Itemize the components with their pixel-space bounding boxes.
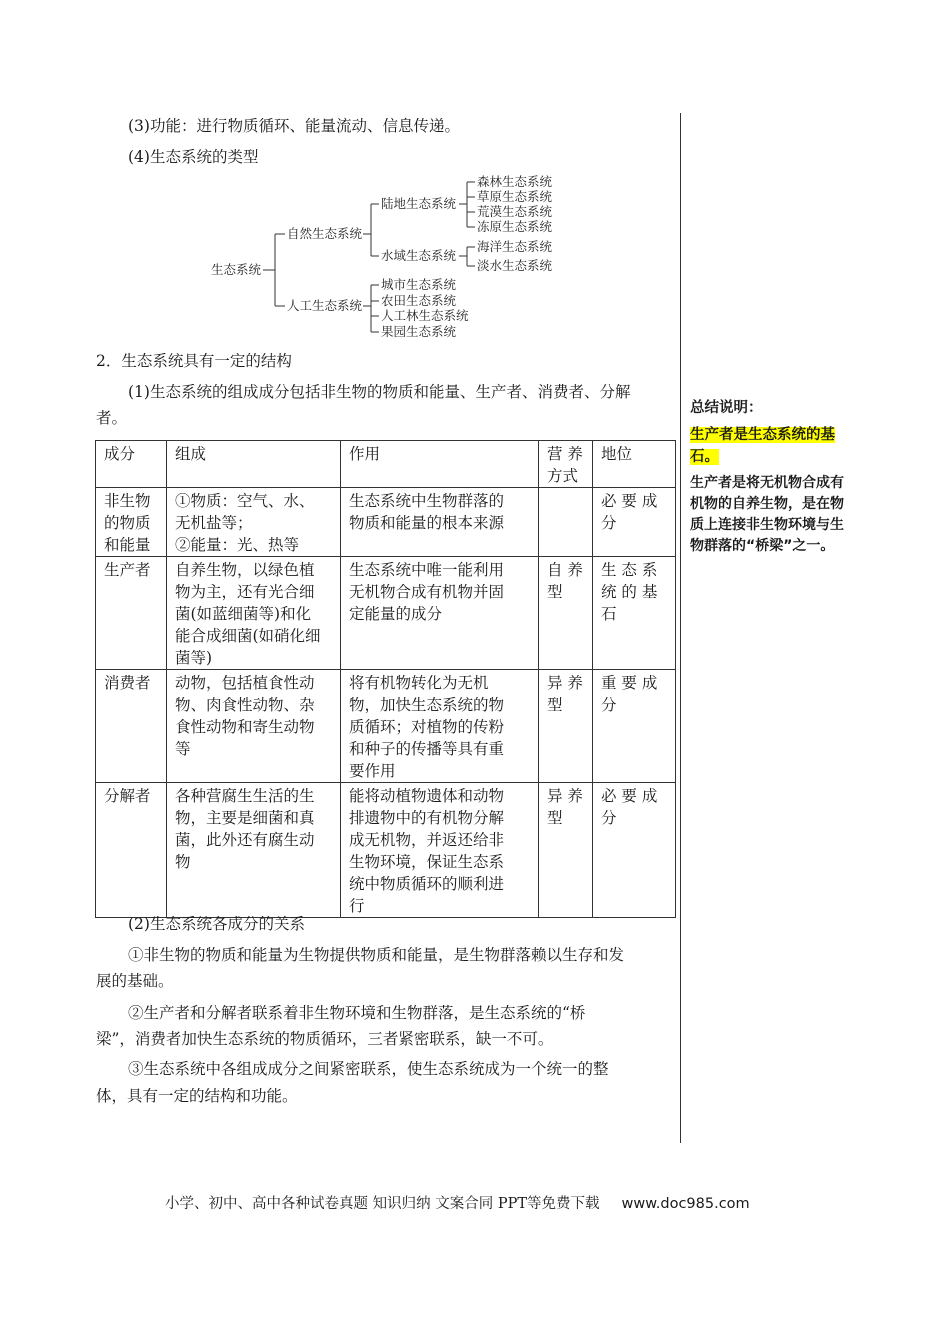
tree-artificial-child: 果园生态系统	[381, 324, 457, 339]
tree-water-child: 淡水生态系统	[477, 258, 553, 273]
para1-line2: 者。	[96, 409, 128, 427]
cell-status: 重 要 成 分	[593, 670, 676, 783]
cell-name: 生产者	[96, 557, 167, 670]
table-row	[96, 557, 676, 670]
cell-role: 生态系统中唯一能利用 无机物合成有机物并固 定能量的成分	[341, 557, 539, 670]
section2-heading: 2．生态系统具有一定的结构	[96, 352, 292, 370]
components-table	[95, 440, 676, 918]
relations-p2-l2: 梁”，消费者加快生态系统的物质循环，三者紧密联系，缺一不可。	[96, 1030, 554, 1048]
function-line: (3)功能：进行物质循环、能量流动、信息传递。	[128, 117, 460, 135]
sidebar-body: 生产者是将无机物合成有机物的自养生物，是在物质上连接非生物环境与生物群落的“桥梁”之一。	[690, 475, 844, 554]
header-cell: 地位	[593, 441, 676, 488]
header-cell: 组成	[167, 441, 341, 488]
sidebar-heading: 总结说明：	[690, 400, 763, 416]
tree-artificial: 人工生态系统	[287, 298, 363, 313]
table-row	[96, 670, 676, 783]
types-heading: (4)生态系统的类型	[128, 148, 259, 166]
cell-role: 将有机物转化为无机 物，加快生态系统的物 质循环；对植物的传粉 和种子的传播等具有重 要作用	[341, 670, 539, 783]
cell-composition: 各种营腐生生活的生 物，主要是细菌和真 菌，此外还有腐生动 物	[167, 783, 341, 918]
relations-p3-l2: 体，具有一定的结构和功能。	[96, 1087, 298, 1105]
cell-name: 消费者	[96, 670, 167, 783]
table-row	[96, 783, 676, 918]
cell-name: 非生物 的物质 和能量	[96, 488, 167, 557]
relations-p3-l1: ③生态系统中各组成成分之间紧密联系，使生态系统成为一个统一的整	[128, 1060, 609, 1078]
tree-root: 生态系统	[211, 262, 262, 277]
cell-composition: 自养生物，以绿色植 物为主，还有光合细 菌(如蓝细菌等)和化 能合成细菌(如硝化细 菌等)	[167, 557, 341, 670]
tree-water-child: 海洋生态系统	[477, 239, 553, 254]
tree-land-child: 荒漠生态系统	[477, 204, 553, 219]
relations-p2-l1: ②生产者和分解者联系着非生物环境和生物群落，是生态系统的“桥	[128, 1004, 586, 1022]
relations-heading: (2)生态系统各成分的关系	[128, 915, 305, 933]
tree-natural: 自然生态系统	[287, 226, 363, 241]
tree-land-child: 草原生态系统	[477, 189, 553, 204]
cell-mode: 异 养 型	[539, 670, 593, 783]
tree-artificial-child: 人工林生态系统	[381, 308, 469, 323]
footer-text: 小学、初中、高中各种试卷真题 知识归纳 文案合同 PPT等免费下载	[165, 1196, 600, 1212]
para1-line1: (1)生态系统的组成成分包括非生物的物质和能量、生产者、消费者、分解	[128, 383, 631, 401]
footer-url[interactable]: www.doc985.com	[621, 1196, 750, 1212]
cell-composition: 动物，包括植食性动 物、肉食性动物、杂 食性动物和寄生动物 等	[167, 670, 341, 783]
header-cell: 作用	[341, 441, 539, 488]
footer	[165, 1192, 750, 1213]
relations-p1-l1: ①非生物的物质和能量为生物提供物质和能量，是生物群落赖以生存和发	[128, 946, 625, 964]
tree-water: 水域生态系统	[381, 248, 457, 263]
tree-artificial-child: 城市生态系统	[381, 277, 457, 292]
tree-artificial-child: 农田生态系统	[381, 293, 457, 308]
cell-role: 生态系统中生物群落的 物质和能量的根本来源	[341, 488, 539, 557]
header-cell: 营 养 方式	[539, 441, 593, 488]
relations-p1-l2: 展的基础。	[96, 972, 174, 990]
cell-status: 必 要 成 分	[593, 488, 676, 557]
tree-land: 陆地生态系统	[381, 196, 457, 211]
tree-land-child: 森林生态系统	[477, 174, 553, 189]
cell-mode: 异 养 型	[539, 783, 593, 918]
cell-mode: 自 养 型	[539, 557, 593, 670]
cell-composition: ①物质：空气、水、 无机盐等； ②能量：光、热等	[167, 488, 341, 557]
sidebar-highlight: 生产者是生态系统的基石。	[690, 427, 835, 465]
cell-status: 必 要 成 分	[593, 783, 676, 918]
tree-land-child: 冻原生态系统	[477, 219, 553, 234]
cell-name: 分解者	[96, 783, 167, 918]
cell-mode	[539, 488, 593, 557]
header-cell: 成分	[96, 441, 167, 488]
sidebar-divider	[680, 113, 681, 1143]
cell-status: 生 态 系 统 的 基 石	[593, 557, 676, 670]
table-row	[96, 488, 676, 557]
ecosystem-type-tree	[205, 170, 565, 342]
cell-role: 能将动植物遗体和动物 排遗物中的有机物分解 成无机物，并返还给非 生物环境，保证生态系 统中物质循环的顺利进 行	[341, 783, 539, 918]
table-header-row	[96, 441, 676, 488]
